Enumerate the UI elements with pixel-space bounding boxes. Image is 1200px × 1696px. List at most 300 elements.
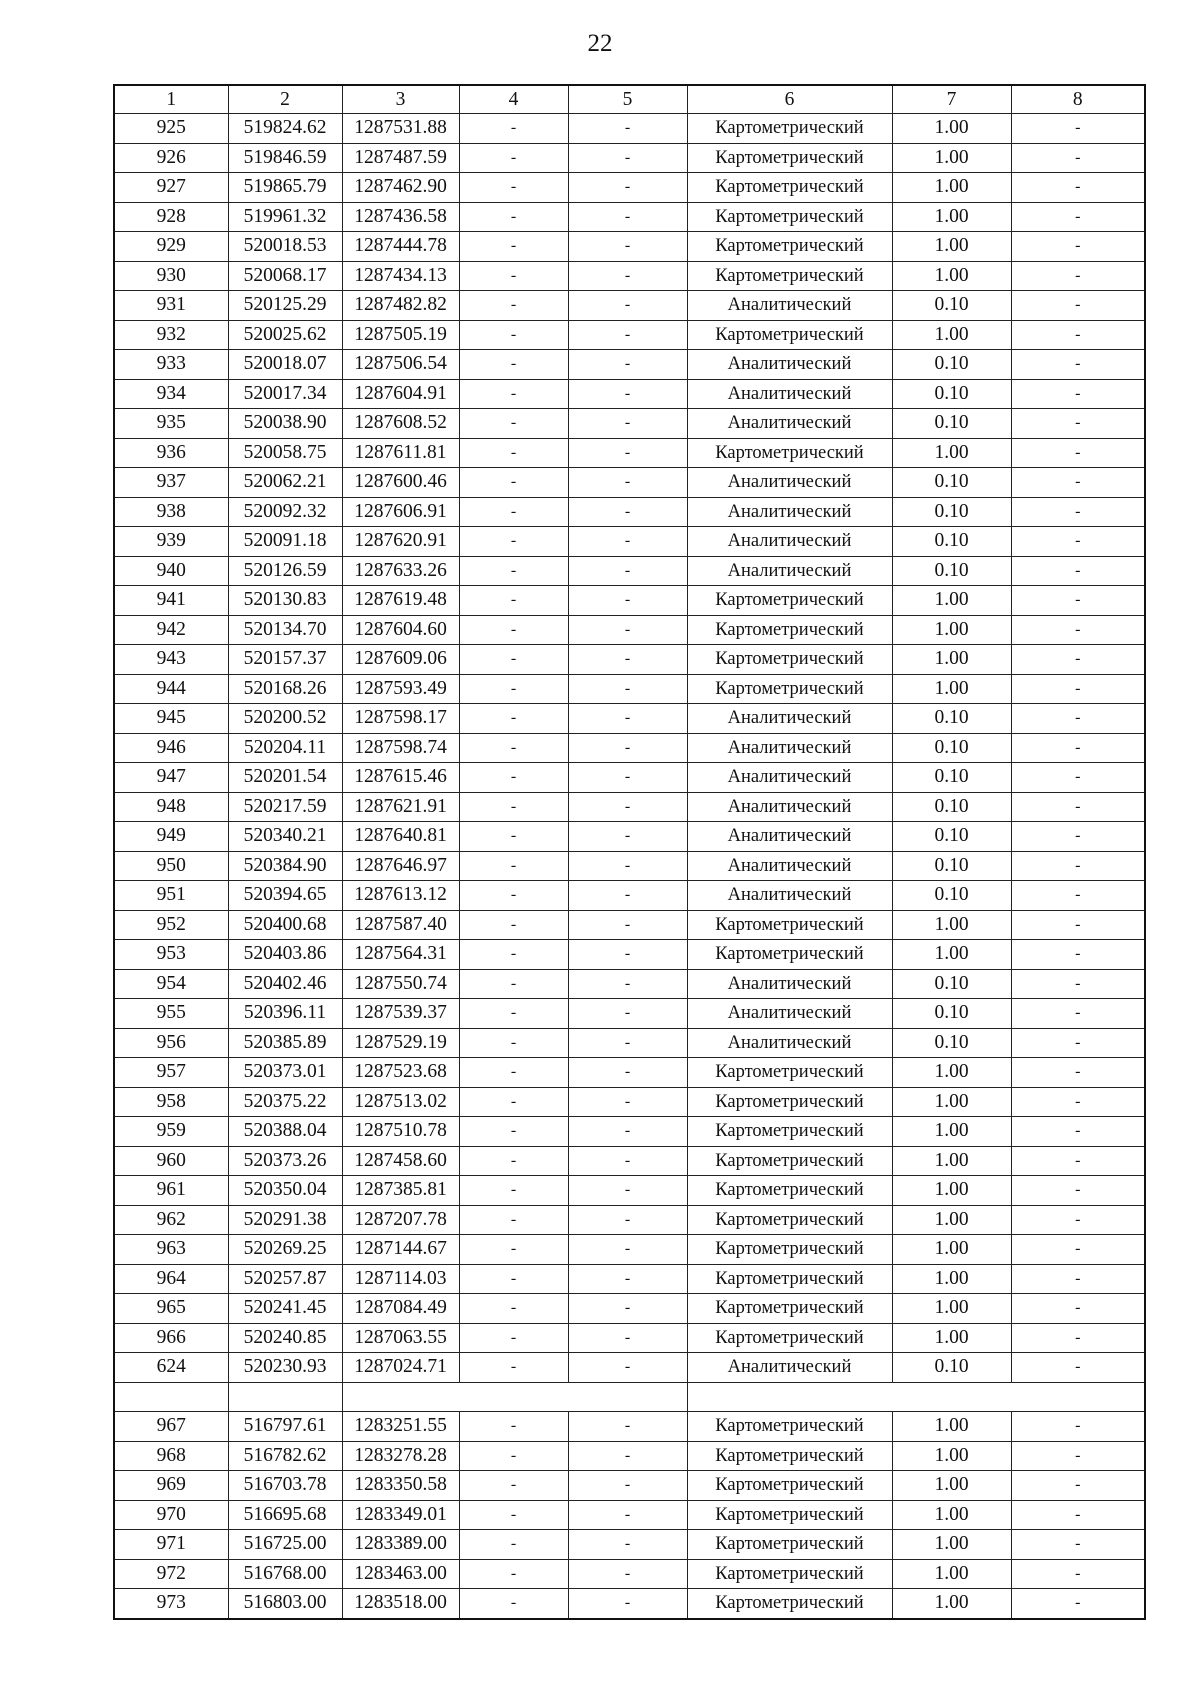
x-coordinate-cell: 520340.21 (228, 822, 342, 852)
column-4-cell: - (459, 822, 568, 852)
x-coordinate-cell: 520394.65 (228, 881, 342, 911)
column-header: 6 (687, 85, 892, 114)
x-coordinate-cell: 519824.62 (228, 114, 342, 144)
precision-cell: 1.00 (892, 586, 1011, 616)
table-row (114, 1235, 1145, 1265)
precision-cell: 1.00 (892, 1412, 1011, 1442)
column-4-cell: - (459, 1264, 568, 1294)
column-4-cell: - (459, 468, 568, 498)
column-5-cell: - (568, 615, 687, 645)
table-row (114, 1353, 1145, 1383)
column-8-cell: - (1011, 763, 1145, 793)
column-8-cell: - (1011, 645, 1145, 675)
column-8-cell: - (1011, 379, 1145, 409)
column-5-cell: - (568, 1353, 687, 1383)
y-coordinate-cell: 1287458.60 (342, 1146, 459, 1176)
y-coordinate-cell: 1287609.06 (342, 645, 459, 675)
table-row (114, 940, 1145, 970)
method-cell: Картометрический (687, 202, 892, 232)
column-8-cell: - (1011, 1559, 1145, 1589)
column-8-cell: - (1011, 1323, 1145, 1353)
column-5-cell: - (568, 881, 687, 911)
column-4-cell: - (459, 792, 568, 822)
table-row (114, 1471, 1145, 1501)
x-coordinate-cell: 520038.90 (228, 409, 342, 439)
precision-cell: 1.00 (892, 645, 1011, 675)
precision-cell: 1.00 (892, 1441, 1011, 1471)
column-4-cell: - (459, 1559, 568, 1589)
y-coordinate-cell: 1287084.49 (342, 1294, 459, 1324)
point-number-cell: 953 (114, 940, 228, 970)
point-number-cell: 973 (114, 1589, 228, 1619)
method-cell: Аналитический (687, 822, 892, 852)
point-number-cell: 956 (114, 1028, 228, 1058)
table-row (114, 1559, 1145, 1589)
y-coordinate-cell: 1287621.91 (342, 792, 459, 822)
column-8-cell: - (1011, 438, 1145, 468)
column-5-cell: - (568, 1117, 687, 1147)
column-8-cell: - (1011, 1176, 1145, 1206)
column-4-cell: - (459, 586, 568, 616)
column-8-cell: - (1011, 1412, 1145, 1442)
column-4-cell: - (459, 763, 568, 793)
method-cell: Картометрический (687, 586, 892, 616)
column-5-cell: - (568, 1146, 687, 1176)
precision-cell: 1.00 (892, 173, 1011, 203)
column-8-cell: - (1011, 468, 1145, 498)
y-coordinate-cell: 1287550.74 (342, 969, 459, 999)
y-coordinate-cell: 1287434.13 (342, 261, 459, 291)
precision-cell: 0.10 (892, 969, 1011, 999)
table-row (114, 822, 1145, 852)
x-coordinate-cell: 520025.62 (228, 320, 342, 350)
column-4-cell: - (459, 261, 568, 291)
table-row (114, 202, 1145, 232)
precision-cell: 1.00 (892, 202, 1011, 232)
column-5-cell: - (568, 1205, 687, 1235)
method-cell: Картометрический (687, 1146, 892, 1176)
column-header: 8 (1011, 85, 1145, 114)
precision-cell: 0.10 (892, 379, 1011, 409)
x-coordinate-cell: 520062.21 (228, 468, 342, 498)
precision-cell: 0.10 (892, 409, 1011, 439)
precision-cell: 1.00 (892, 1176, 1011, 1206)
column-8-cell: - (1011, 1471, 1145, 1501)
point-number-cell: 928 (114, 202, 228, 232)
column-5-cell: - (568, 1412, 687, 1442)
table-header-row (114, 85, 1145, 114)
x-coordinate-cell: 520388.04 (228, 1117, 342, 1147)
y-coordinate-cell: 1287436.58 (342, 202, 459, 232)
precision-cell: 0.10 (892, 350, 1011, 380)
y-coordinate-cell: 1287024.71 (342, 1353, 459, 1383)
method-cell: Картометрический (687, 438, 892, 468)
point-number-cell: 943 (114, 645, 228, 675)
table-row (114, 438, 1145, 468)
column-5-cell: - (568, 1087, 687, 1117)
precision-cell: 1.00 (892, 232, 1011, 262)
table-row (114, 556, 1145, 586)
point-number-cell: 946 (114, 733, 228, 763)
point-number-cell: 937 (114, 468, 228, 498)
point-number-cell: 945 (114, 704, 228, 734)
precision-cell: 1.00 (892, 261, 1011, 291)
column-5-cell: - (568, 1294, 687, 1324)
x-coordinate-cell: 516797.61 (228, 1412, 342, 1442)
empty-cell (342, 1382, 687, 1412)
point-number-cell: 958 (114, 1087, 228, 1117)
table-row (114, 733, 1145, 763)
x-coordinate-cell: 520291.38 (228, 1205, 342, 1235)
column-4-cell: - (459, 1589, 568, 1619)
x-coordinate-cell: 520091.18 (228, 527, 342, 557)
column-8-cell: - (1011, 704, 1145, 734)
y-coordinate-cell: 1283518.00 (342, 1589, 459, 1619)
precision-cell: 0.10 (892, 497, 1011, 527)
point-number-cell: 944 (114, 674, 228, 704)
y-coordinate-cell: 1283463.00 (342, 1559, 459, 1589)
point-number-cell: 925 (114, 114, 228, 144)
column-header: 5 (568, 85, 687, 114)
column-5-cell: - (568, 645, 687, 675)
table-row (114, 232, 1145, 262)
column-8-cell: - (1011, 1087, 1145, 1117)
y-coordinate-cell: 1287462.90 (342, 173, 459, 203)
column-4-cell: - (459, 999, 568, 1029)
y-coordinate-cell: 1283389.00 (342, 1530, 459, 1560)
x-coordinate-cell: 519865.79 (228, 173, 342, 203)
y-coordinate-cell: 1287531.88 (342, 114, 459, 144)
precision-cell: 1.00 (892, 1323, 1011, 1353)
column-5-cell: - (568, 1500, 687, 1530)
x-coordinate-cell: 520269.25 (228, 1235, 342, 1265)
column-5-cell: - (568, 1471, 687, 1501)
table-row (114, 1441, 1145, 1471)
method-cell: Картометрический (687, 261, 892, 291)
column-4-cell: - (459, 1117, 568, 1147)
table-row (114, 379, 1145, 409)
column-header: 7 (892, 85, 1011, 114)
method-cell: Аналитический (687, 733, 892, 763)
y-coordinate-cell: 1287615.46 (342, 763, 459, 793)
x-coordinate-cell: 520373.01 (228, 1058, 342, 1088)
column-8-cell: - (1011, 1294, 1145, 1324)
method-cell: Картометрический (687, 1235, 892, 1265)
method-cell: Аналитический (687, 881, 892, 911)
method-cell: Картометрический (687, 114, 892, 144)
table-row (114, 497, 1145, 527)
empty-cell (114, 1382, 228, 1412)
precision-cell: 1.00 (892, 1589, 1011, 1619)
y-coordinate-cell: 1287593.49 (342, 674, 459, 704)
column-header: 1 (114, 85, 228, 114)
point-number-cell: 957 (114, 1058, 228, 1088)
x-coordinate-cell: 516703.78 (228, 1471, 342, 1501)
column-4-cell: - (459, 1500, 568, 1530)
column-5-cell: - (568, 999, 687, 1029)
y-coordinate-cell: 1287513.02 (342, 1087, 459, 1117)
precision-cell: 1.00 (892, 910, 1011, 940)
precision-cell: 0.10 (892, 1028, 1011, 1058)
y-coordinate-cell: 1283350.58 (342, 1471, 459, 1501)
column-4-cell: - (459, 320, 568, 350)
point-number-cell: 961 (114, 1176, 228, 1206)
table-row (114, 1205, 1145, 1235)
method-cell: Аналитический (687, 851, 892, 881)
table-row (114, 1146, 1145, 1176)
x-coordinate-cell: 520240.85 (228, 1323, 342, 1353)
column-5-cell: - (568, 1028, 687, 1058)
y-coordinate-cell: 1287482.82 (342, 291, 459, 321)
precision-cell: 1.00 (892, 1117, 1011, 1147)
x-coordinate-cell: 520126.59 (228, 556, 342, 586)
method-cell: Картометрический (687, 674, 892, 704)
table-row (114, 792, 1145, 822)
column-5-cell: - (568, 674, 687, 704)
column-5-cell: - (568, 910, 687, 940)
column-8-cell: - (1011, 1353, 1145, 1383)
method-cell: Картометрический (687, 1412, 892, 1442)
column-8-cell: - (1011, 851, 1145, 881)
column-5-cell: - (568, 468, 687, 498)
x-coordinate-cell: 520230.93 (228, 1353, 342, 1383)
y-coordinate-cell: 1287646.97 (342, 851, 459, 881)
column-5-cell: - (568, 733, 687, 763)
precision-cell: 0.10 (892, 291, 1011, 321)
column-8-cell: - (1011, 409, 1145, 439)
column-5-cell: - (568, 527, 687, 557)
x-coordinate-cell: 516803.00 (228, 1589, 342, 1619)
method-cell: Картометрический (687, 1559, 892, 1589)
column-4-cell: - (459, 1205, 568, 1235)
column-8-cell: - (1011, 822, 1145, 852)
column-4-cell: - (459, 409, 568, 439)
column-8-cell: - (1011, 881, 1145, 911)
empty-cell (687, 1382, 1145, 1412)
x-coordinate-cell: 516782.62 (228, 1441, 342, 1471)
column-5-cell: - (568, 1264, 687, 1294)
table-row (114, 1589, 1145, 1619)
page-number: 22 (587, 30, 613, 57)
point-number-cell: 939 (114, 527, 228, 557)
precision-cell: 0.10 (892, 999, 1011, 1029)
precision-cell: 0.10 (892, 792, 1011, 822)
column-4-cell: - (459, 173, 568, 203)
x-coordinate-cell: 520385.89 (228, 1028, 342, 1058)
table-row (114, 763, 1145, 793)
column-4-cell: - (459, 1146, 568, 1176)
column-4-cell: - (459, 438, 568, 468)
column-4-cell: - (459, 114, 568, 144)
precision-cell: 0.10 (892, 881, 1011, 911)
column-8-cell: - (1011, 910, 1145, 940)
y-coordinate-cell: 1287600.46 (342, 468, 459, 498)
precision-cell: 1.00 (892, 615, 1011, 645)
x-coordinate-cell: 520402.46 (228, 969, 342, 999)
column-8-cell: - (1011, 586, 1145, 616)
column-8-cell: - (1011, 291, 1145, 321)
coordinates-table (113, 84, 1146, 1620)
column-8-cell: - (1011, 999, 1145, 1029)
precision-cell: 1.00 (892, 1058, 1011, 1088)
point-number-cell: 938 (114, 497, 228, 527)
column-5-cell: - (568, 291, 687, 321)
method-cell: Аналитический (687, 999, 892, 1029)
y-coordinate-cell: 1287604.91 (342, 379, 459, 409)
x-coordinate-cell: 520125.29 (228, 291, 342, 321)
y-coordinate-cell: 1287207.78 (342, 1205, 459, 1235)
point-number-cell: 967 (114, 1412, 228, 1442)
x-coordinate-cell: 520157.37 (228, 645, 342, 675)
point-number-cell: 970 (114, 1500, 228, 1530)
precision-cell: 1.00 (892, 1471, 1011, 1501)
column-8-cell: - (1011, 1441, 1145, 1471)
x-coordinate-cell: 516725.00 (228, 1530, 342, 1560)
column-5-cell: - (568, 202, 687, 232)
table-row (114, 851, 1145, 881)
column-4-cell: - (459, 1353, 568, 1383)
y-coordinate-cell: 1283278.28 (342, 1441, 459, 1471)
precision-cell: 1.00 (892, 143, 1011, 173)
precision-cell: 1.00 (892, 1500, 1011, 1530)
column-5-cell: - (568, 497, 687, 527)
method-cell: Картометрический (687, 320, 892, 350)
method-cell: Картометрический (687, 1264, 892, 1294)
table-row (114, 674, 1145, 704)
x-coordinate-cell: 520384.90 (228, 851, 342, 881)
x-coordinate-cell: 520241.45 (228, 1294, 342, 1324)
method-cell: Картометрический (687, 1176, 892, 1206)
method-cell: Картометрический (687, 1589, 892, 1619)
column-5-cell: - (568, 350, 687, 380)
x-coordinate-cell: 520204.11 (228, 733, 342, 763)
precision-cell: 0.10 (892, 1353, 1011, 1383)
method-cell: Картометрический (687, 645, 892, 675)
method-cell: Картометрический (687, 1058, 892, 1088)
column-4-cell: - (459, 1530, 568, 1560)
x-coordinate-cell: 520130.83 (228, 586, 342, 616)
column-4-cell: - (459, 556, 568, 586)
column-8-cell: - (1011, 1058, 1145, 1088)
x-coordinate-cell: 520375.22 (228, 1087, 342, 1117)
point-number-cell: 949 (114, 822, 228, 852)
precision-cell: 1.00 (892, 1146, 1011, 1176)
column-4-cell: - (459, 1412, 568, 1442)
column-5-cell: - (568, 556, 687, 586)
y-coordinate-cell: 1287619.48 (342, 586, 459, 616)
precision-cell: 1.00 (892, 940, 1011, 970)
y-coordinate-cell: 1287444.78 (342, 232, 459, 262)
y-coordinate-cell: 1283251.55 (342, 1412, 459, 1442)
column-8-cell: - (1011, 1146, 1145, 1176)
column-5-cell: - (568, 1559, 687, 1589)
x-coordinate-cell: 520092.32 (228, 497, 342, 527)
table-row (114, 468, 1145, 498)
precision-cell: 1.00 (892, 114, 1011, 144)
column-8-cell: - (1011, 940, 1145, 970)
column-4-cell: - (459, 1471, 568, 1501)
x-coordinate-cell: 519846.59 (228, 143, 342, 173)
method-cell: Картометрический (687, 1205, 892, 1235)
y-coordinate-cell: 1287487.59 (342, 143, 459, 173)
method-cell: Картометрический (687, 1087, 892, 1117)
point-number-cell: 962 (114, 1205, 228, 1235)
column-4-cell: - (459, 615, 568, 645)
method-cell: Картометрический (687, 615, 892, 645)
precision-cell: 0.10 (892, 556, 1011, 586)
precision-cell: 0.10 (892, 733, 1011, 763)
table-row (114, 114, 1145, 144)
precision-cell: 1.00 (892, 1205, 1011, 1235)
x-coordinate-cell: 520017.34 (228, 379, 342, 409)
x-coordinate-cell: 520068.17 (228, 261, 342, 291)
method-cell: Картометрический (687, 940, 892, 970)
column-5-cell: - (568, 763, 687, 793)
precision-cell: 1.00 (892, 438, 1011, 468)
y-coordinate-cell: 1287523.68 (342, 1058, 459, 1088)
method-cell: Картометрический (687, 1323, 892, 1353)
table-row (114, 527, 1145, 557)
column-8-cell: - (1011, 733, 1145, 763)
column-5-cell: - (568, 851, 687, 881)
point-number-cell: 966 (114, 1323, 228, 1353)
y-coordinate-cell: 1287620.91 (342, 527, 459, 557)
method-cell: Аналитический (687, 556, 892, 586)
point-number-cell: 968 (114, 1441, 228, 1471)
x-coordinate-cell: 516768.00 (228, 1559, 342, 1589)
column-4-cell: - (459, 1235, 568, 1265)
table-row (114, 320, 1145, 350)
column-8-cell: - (1011, 173, 1145, 203)
column-5-cell: - (568, 232, 687, 262)
column-4-cell: - (459, 1058, 568, 1088)
point-number-cell: 926 (114, 143, 228, 173)
column-5-cell: - (568, 438, 687, 468)
column-4-cell: - (459, 881, 568, 911)
y-coordinate-cell: 1287539.37 (342, 999, 459, 1029)
x-coordinate-cell: 516695.68 (228, 1500, 342, 1530)
column-4-cell: - (459, 143, 568, 173)
column-4-cell: - (459, 527, 568, 557)
column-5-cell: - (568, 822, 687, 852)
column-8-cell: - (1011, 792, 1145, 822)
column-8-cell: - (1011, 1028, 1145, 1058)
y-coordinate-cell: 1287598.74 (342, 733, 459, 763)
x-coordinate-cell: 520217.59 (228, 792, 342, 822)
y-coordinate-cell: 1287608.52 (342, 409, 459, 439)
column-8-cell: - (1011, 1205, 1145, 1235)
point-number-cell: 930 (114, 261, 228, 291)
table-row (114, 143, 1145, 173)
column-8-cell: - (1011, 261, 1145, 291)
point-number-cell: 952 (114, 910, 228, 940)
point-number-cell: 947 (114, 763, 228, 793)
method-cell: Аналитический (687, 763, 892, 793)
method-cell: Аналитический (687, 969, 892, 999)
column-5-cell: - (568, 792, 687, 822)
point-number-cell: 936 (114, 438, 228, 468)
precision-cell: 0.10 (892, 527, 1011, 557)
method-cell: Картометрический (687, 1294, 892, 1324)
column-4-cell: - (459, 733, 568, 763)
precision-cell: 1.00 (892, 320, 1011, 350)
column-header: 2 (228, 85, 342, 114)
point-number-cell: 951 (114, 881, 228, 911)
column-4-cell: - (459, 704, 568, 734)
y-coordinate-cell: 1287633.26 (342, 556, 459, 586)
method-cell: Аналитический (687, 527, 892, 557)
column-8-cell: - (1011, 497, 1145, 527)
